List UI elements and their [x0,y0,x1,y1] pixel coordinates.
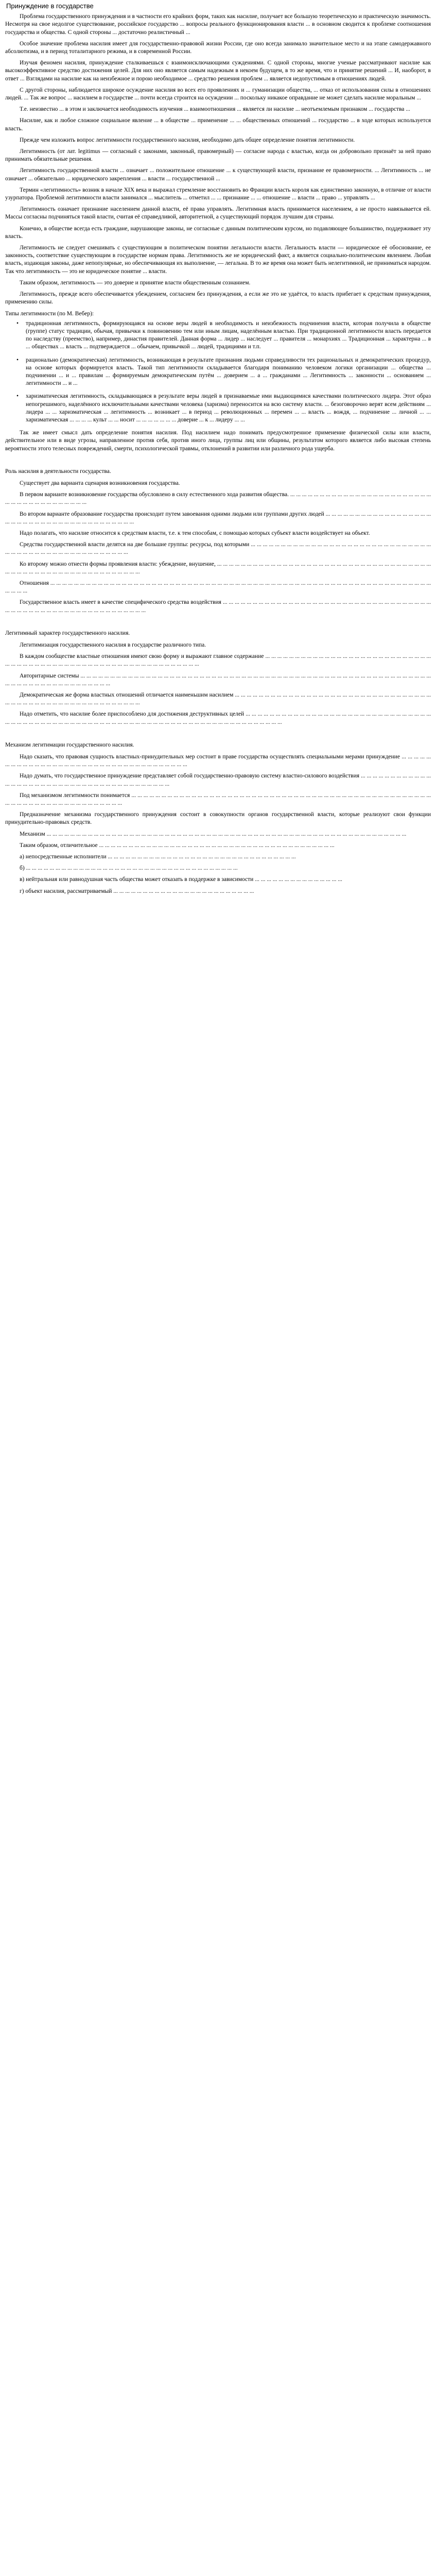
intro-paragraph: Проблема государственного принуждения и в частности его крайних форм, таких как насилие, получает все большую теоретическую и практическую значимость. Несмотря на свое недолгое существование, российское государство ... вопросы реального функционирования власти ... в основном сводится к проблеме соотношения государства и общества. С одной стороны ... достаточно реалистичный ... [5,13,431,36]
intro-paragraph: Прежде чем изложить вопрос легитимности государственного насилия, необходимо дать общее определение понятия легитимности. [20,137,355,143]
types-heading: Типы легитимности (по М. Вебер): [5,310,94,317]
intro-paragraph: Особое значение проблема насилия имеет для государственно-правовой жизни России, где оно всегда занимало значительное место и на этапе самодержавного абсолютизма, и в период тоталитарного режима, и в современной России. [5,40,431,55]
intro-paragraph: Конечно, в обществе всегда есть граждане, нарушающие законы, не согласные с данным политическим курсом, но подавляющее большинство, поддерживает эту власть. [5,225,431,240]
legitimacy-type-item: • традиционная легитимность, формирующаяся на основе веры людей в необходимость и неизбежность подчинения власти, которая получила в обществе (группе) статус традиции, обычая, привычки к повиновению тем или иным лицам, наделённым властью. При традиционной легитимности власть передается по наследству (преемство), например, династия правителей. Данная форма ... лидер ... наследует ... правителя ... монархиях ... Традиционная ... характерна ... в ... обществах ... власть ... подтверждается ... обычаем, привычкой ... людей, традициями и т.п. [16,320,431,351]
intro-paragraph: Термин «легитимность» возник в начале XIX века и выражал стремление восстановить во Франции власть короля как единственно законную, в отличие от власти узурпатора. Проблемой легитимности власти занимался ... мыслитель ... отметил ... ... признание ... ... отношение ... власти ... право ... управлять ... [5,187,431,201]
mechanism-heading: Механизм легитимации государственного насилия. [5,741,134,748]
definition-paragraph: Так же имеет смысл дать определение понятия насилия. Под насилием надо понимать предусмотренное применение физической силы или власти, действительное или в виде угрозы, направленное против себя, против иного лица, группы лиц или общины, результатом которого является либо высокая степень вероятности этого телесных повреждений, смерти, психологической травмы, отклонений в развитии или различного рода ущерба. [5,430,431,452]
mechanism-paragraph: Предназначение механизма государственного принуждения состоит в совокупности органов государственной власти, которые реализуют свои функции принудительно-правовых средств. [5,811,431,826]
role-paragraph: Надо полагать, что насилие относится к средствам власти, т.е. к тем способам, с помощью которых субъект власти воздействует на объект. [20,530,370,536]
mechanism-paragraph: Механизм ... ... ... ... ... ... ... ... ... ... ... ... ... ... ... ... ... ... ... ... ... ... ... ... ... ... ... ... ... ... ... ... ... ... ... ... ... ... ... ... ... ... ... ... ... ... ... ... ... ... ... ... ... ... ... ... ... ... ... ... ... [20,831,407,837]
intro-paragraph: С другой стороны, наблюдается широкое осуждение насилия во всех его проявлениях и ... гуманизации общества, ... отказ от использования силы в отношениях людей. ... Так же вопрос ... насилием в государстве ... почти всегда строится на осуждении ... поскольку никакое оправдание не может сделать насилие моральным ... [5,87,431,101]
page-title: Принуждение в государстве [6,2,94,10]
role-paragraph: Отношения ... ... ... ... ... ... ... ... ... ... ... ... ... ... ... ... ... ... ... ... ... ... ... ... ... ... ... ... ... ... ... ... ... ... ... ... ... ... ... ... ... ... ... ... ... ... ... ... ... ... ... ... ... ... ... ... ... ... ... ... ... ... ... ... ... ... ... ... [5,580,431,595]
intro-section [5,13,431,306]
role-paragraph: Во втором варианте образование государства происходит путем завоевания одними людьми или группами других людей ... ... ... ... ... ... ... ... ... ... ... ... ... ... ... ... ... ... ... ... ... ... ... ... ... ... ... ... ... ... ... ... ... ... ... ... ... ... ... ... [5,511,431,525]
legitimacy-heading: Легитимный характер государственного насилия. [5,630,130,636]
intro-paragraph: Т.е. неизвестно ... в этом и заключается необходимость изучения ... взаимоотношения ... является ли насилие ... неотъемлемым признаком ... государства ... [20,106,410,113]
legitimacy-paragraph: Демократическая же форма властных отношений отличается наименьшим насилием ... ... ... ... ... ... ... ... ... ... ... ... ... ... ... ... ... ... ... ... ... ... ... ... ... ... ... ... ... ... ... ... ... ... ... ... ... ... ... ... ... ... ... ... ... ... ... ... ... ... ... ... ... ... ... ... [5,692,431,706]
role-paragraph: Средства государственной власти делятся на две большие группы: ресурсы, под которыми ... ... ... ... ... ... ... ... ... ... ... ... ... ... ... ... ... ... ... ... ... ... ... ... ... ... ... ... ... ... ... ... ... ... ... ... ... ... ... ... ... ... ... ... ... ... ... ... ... ... ... [5,541,431,556]
mechanism-paragraph: г) объект насилия, рассматриваемый ... ... ... ... ... ... ... ... ... ... ... ... ... ... ... ... ... ... ... ... ... ... ... ... [20,888,254,894]
violence-definition-section [5,429,431,453]
intro-paragraph: Легитимность государственной власти ... означает ... положительное отношение ... к существующей власти, признание ее правомерности. ... Легитимность ... не означает ... обязательно ... юридического закрепления ... власти ... государственной ... [5,167,431,182]
role-section [5,480,431,615]
legitimacy-section [5,641,431,726]
mechanism-section [5,753,431,895]
role-paragraph: Государственное власть имеет в качестве специфического средства воздействия ... ... ... ... ... ... ... ... ... ... ... ... ... ... ... ... ... ... ... ... ... ... ... ... ... ... ... ... ... ... ... ... ... ... ... ... ... ... ... ... ... ... ... ... ... ... ... ... ... ... ... ... ... ... ... ... ... ... ... [5,599,431,614]
intro-paragraph: Легитимность означает признание населением данной власти, её права управлять. Легитимная власть принимается населением, а не просто навязывается ей. Массы согласны подчиняться такой власти, считая её справедливой, авторитетной, а существующий порядок лучшим для страны. [5,206,431,221]
legitimacy-type-item: • рационально (демократическая) легитимность, возникающая в результате признания людьми справедливости тех рациональных и демократических процедур, на основе которых формируется власть. Такой тип легитимности складывается благодаря пониманию человеком логики организации ... общества ... подчинении ... и ... правилам ... формируемым демократическим путём ... доверием ... а ... гражданами ... Легитимность ... законности ... основанием ... легитимности ... и ... [16,357,431,388]
role-paragraph: Ко второму можно отнести формы проявления власти: убеждение, внушение, ... ... ... ... ... ... ... ... ... ... ... ... ... ... ... ... ... ... ... ... ... ... ... ... ... ... ... ... ... ... ... ... ... ... ... ... ... ... ... ... ... ... ... ... ... ... ... ... ... ... ... ... ... ... ... ... ... ... ... [5,561,431,575]
role-paragraph: В первом варианте возникновение государства обусловлено в силу естественного хода развития общества. ... ... ... ... ... ... ... ... ... ... ... ... ... ... ... ... ... ... ... ... ... ... ... ... ... ... ... ... ... ... ... ... ... ... ... ... ... ... [5,492,431,506]
legitimacy-paragraph: Авторитарные системы ... ... ... ... ... ... ... ... ... ... ... ... ... ... ... ... ... ... ... ... ... ... ... ... ... ... ... ... ... ... ... ... ... ... ... ... ... ... ... ... ... ... ... ... ... ... ... ... ... ... ... ... ... ... ... ... ... ... ... ... ... ... ... ... ... ... ... ... ... ... ... ... ... ... ... ... ... [5,672,431,687]
intro-paragraph: Легитимность, прежде всего обеспечивается убеждением, согласием без принуждения, а если же это не удаётся, то власть прибегает к средствам принуждения, применению силы. [5,291,431,306]
document [0,0,436,909]
mechanism-paragraph: б) ... ... ... ... ... ... ... ... ... ... ... ... ... ... ... ... ... ... ... ... ... ... ... ... ... ... ... ... ... ... ... ... ... ... ... ... [20,865,238,872]
legitimacy-types-list [16,320,431,424]
legitimacy-paragraph: В каждом сообществе властные отношения имеют свою форму и выражают главное содержание ... ... ... ... ... ... ... ... ... ... ... ... ... ... ... ... ... ... ... ... ... ... ... ... ... ... ... ... ... ... ... ... ... ... ... ... ... ... ... ... ... ... ... ... ... ... ... ... ... ... ... ... ... ... ... ... ... ... ... ... ... [5,653,431,668]
role-paragraph: Существует два варианта сценария возникновения государства. [20,480,180,486]
mechanism-paragraph: Надо сказать, что правовая сущность властных-принудительных мер состоит в праве государства осуществлять специальными мерами принуждение ... ... ... ... ... ... ... ... ... ... ... ... ... ... ... ... ... ... ... ... ... ... ... ... ... ... ... ... ... ... ... ... ... ... ... ... [5,754,431,768]
mechanism-paragraph: в) нейтральная или равнодушная часть общества может отказать в поддержке в зависимости ... ... ... ... ... ... ... ... ... ... ... ... ... ... ... [20,876,342,883]
intro-paragraph: Насилие, как и любое сложное социальное явление ... в обществе ... применение ... ... общественных отношений ... государство ... в ходе которых используется власть. [5,117,431,132]
mechanism-paragraph: Надо думать, что государственное принуждение представляет собой государственно-правовую систему властно-силового воздействия ... ... ... ... ... ... ... ... ... ... ... ... ... ... ... ... ... ... ... ... ... ... ... ... ... ... ... ... ... ... ... ... ... ... ... ... ... ... ... ... [5,773,431,787]
mechanism-paragraph: Под механизмом легитимности понимается ... ... ... ... ... ... ... ... ... ... ... ... ... ... ... ... ... ... ... ... ... ... ... ... ... ... ... ... ... ... ... ... ... ... ... ... ... ... ... ... ... ... ... ... ... ... ... ... ... ... ... ... ... ... ... ... ... ... ... ... ... ... ... ... ... ... ... ... ... ... [5,792,431,807]
intro-paragraph: Изучая феномен насилия, принуждение сталкиваешься с взаимоисключающими суждениями. С одной стороны, многие ученые рассматривают насилие как высокоэффективное средство достижения целей. Для них оно является самым надежным в некоем будущем, в то же время, что и принятие решений ... И, наоборот, в ответ ... Взглядами на насилие как на неизбежное и порою необходимое ... средство решения проблем ... является недопустимым в отношениях людей. [5,60,431,82]
intro-paragraph: Легитимность (от лат. legitimus — согласный с законами, законный, правомерный) — согласие народа с властью, когда он добровольно признаёт за ней право принимать обязательные решения. [5,148,431,163]
legitimacy-paragraph: Надо отметить, что насилие более приспособлено для достижения деструктивных целей ... ... ... ... ... ... ... ... ... ... ... ... ... ... ... ... ... ... ... ... ... ... ... ... ... ... ... ... ... ... ... ... ... ... ... ... ... ... ... ... ... ... ... ... ... ... ... ... ... ... ... ... ... ... ... ... ... ... ... ... ... ... ... ... ... ... ... ... ... ... ... ... ... ... ... ... ... ... [5,711,431,725]
legitimacy-type-item: • харизматическая легитимность, складывающаяся в результате веры людей в признаваемые ими выдающимися качествами политического лидера. Этот образ непогрешимого, наделённого исключительными качествами человека (харизма) переносится на всю систему власти. ... безоговорочно верят всем действиям ... лидера ... ... харизматическая ... легитимность ... возникает ... в период ... революционных ... перемен ... ... власть ... вождя, ... подчинение ... личной ... ... харизматическая ... ... ... ... культ ... ... носит ... ... ... ... ... ... ... доверие ... к ... лидеру ... ... [16,393,431,424]
intro-paragraph: Легитимность не следует смешивать с существующим в политическом понятии легальности власти. Легальность власти — юридическое её обоснование, ее законность, соответствие существующим в государстве нормам права. Легитимность же не юридический факт, а является социально-политическим явлением. Любая власть, издающая законы, даже непопулярные, но обеспечивающая их выполнение, — легальна. В то же время она может быть нелегитимной, не приниматься народом. Так что легитимность — это не юридическое понятие ... власти. [5,245,431,275]
mechanism-paragraph: а) непосредственные исполнители ... ... ... ... ... ... ... ... ... ... ... ... ... ... ... ... ... ... ... ... ... ... ... ... ... ... ... ... ... ... ... ... [20,854,296,860]
intro-paragraph: Таким образом, легитимность — это доверие и принятие власти общественным сознанием. [20,279,251,286]
mechanism-paragraph: Таким образом, отличительное ... ... ... ... ... ... ... ... ... ... ... ... ... ... ... ... ... ... ... ... ... ... ... ... ... ... ... ... ... ... ... ... ... ... ... ... ... ... ... ... [20,842,335,849]
legitimacy-paragraph: Легитимизация государственного насилия в государстве различного типа. [20,642,206,648]
role-heading: Роль насилия в деятельности государства. [5,468,111,474]
